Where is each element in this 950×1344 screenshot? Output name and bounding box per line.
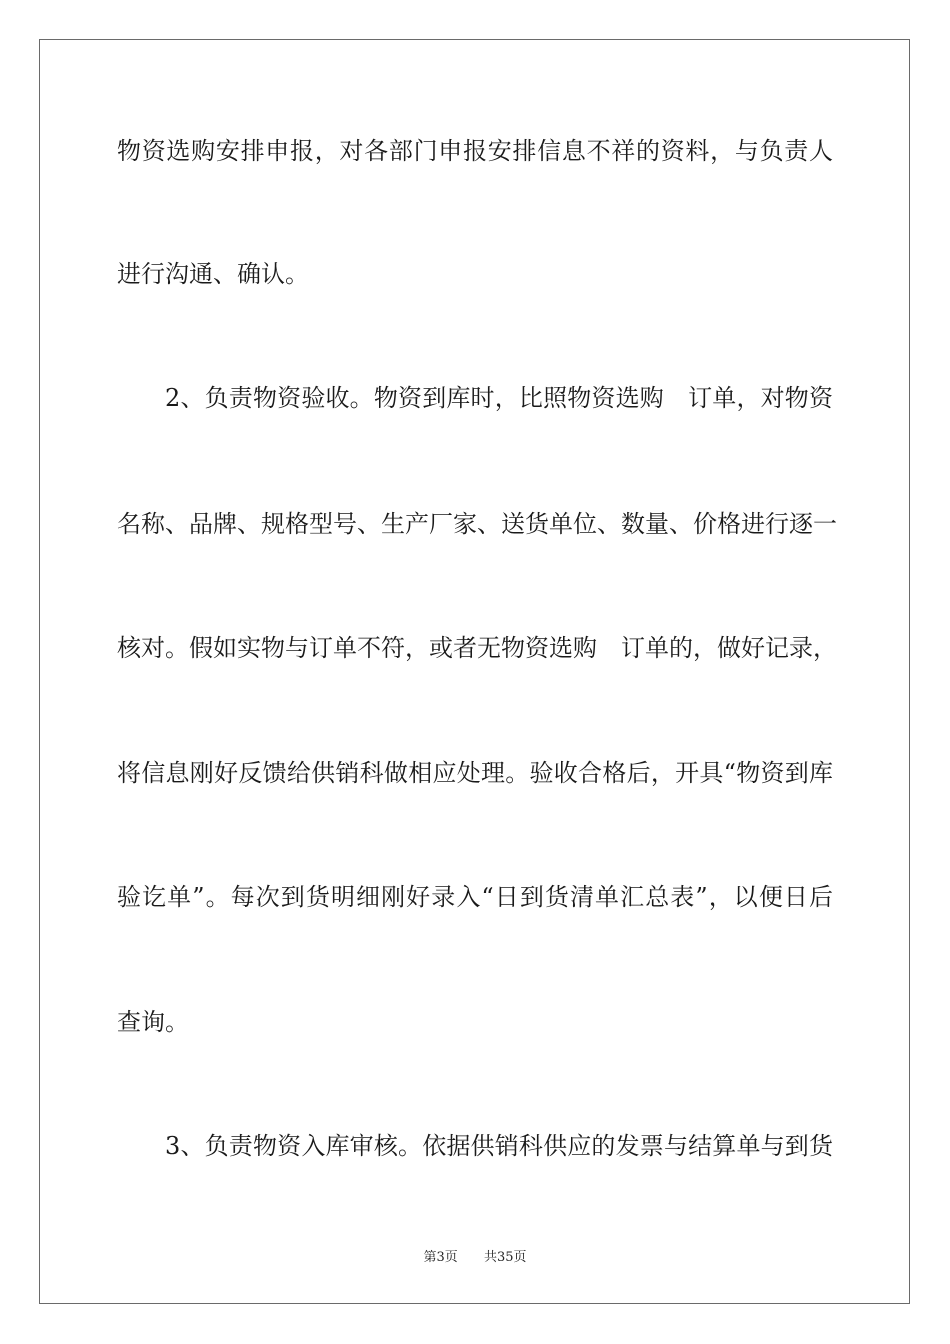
paragraph-2-line-5: 验讫单”。每次到货明细刚好录入“日到货清单汇总表”，以便日后 bbox=[117, 883, 833, 911]
paragraph-2-line-1: 2、负责物资验收。物资到库时，比照物资选购 订单，对物资 bbox=[165, 384, 833, 412]
paragraph-2-line-4: 将信息刚好反馈给供销科做相应处理。验收合格后，开具“物资到库 bbox=[117, 759, 833, 787]
page-number: 第3页 bbox=[423, 1250, 458, 1265]
paragraph-2-line-6: 查询。 bbox=[117, 1008, 189, 1036]
paragraph-1-line-1: 物资选购安排申报，对各部门申报安排信息不祥的资料，与负责人 bbox=[117, 137, 833, 165]
page-frame bbox=[39, 39, 910, 1304]
paragraph-3-line-1: 3、负责物资入库审核。依据供销科供应的发票与结算单与到货 bbox=[165, 1132, 833, 1160]
paragraph-2-line-3: 核对。假如实物与订单不符，或者无物资选购 订单的，做好记录， bbox=[117, 634, 837, 662]
paragraph-2-line-2: 名称、品牌、规格型号、生产厂家、送货单位、数量、价格进行逐一 bbox=[117, 510, 837, 538]
page-footer bbox=[0, 1246, 950, 1265]
paragraph-1-line-2: 进行沟通、确认。 bbox=[117, 260, 309, 288]
page-total: 共35页 bbox=[484, 1250, 527, 1265]
